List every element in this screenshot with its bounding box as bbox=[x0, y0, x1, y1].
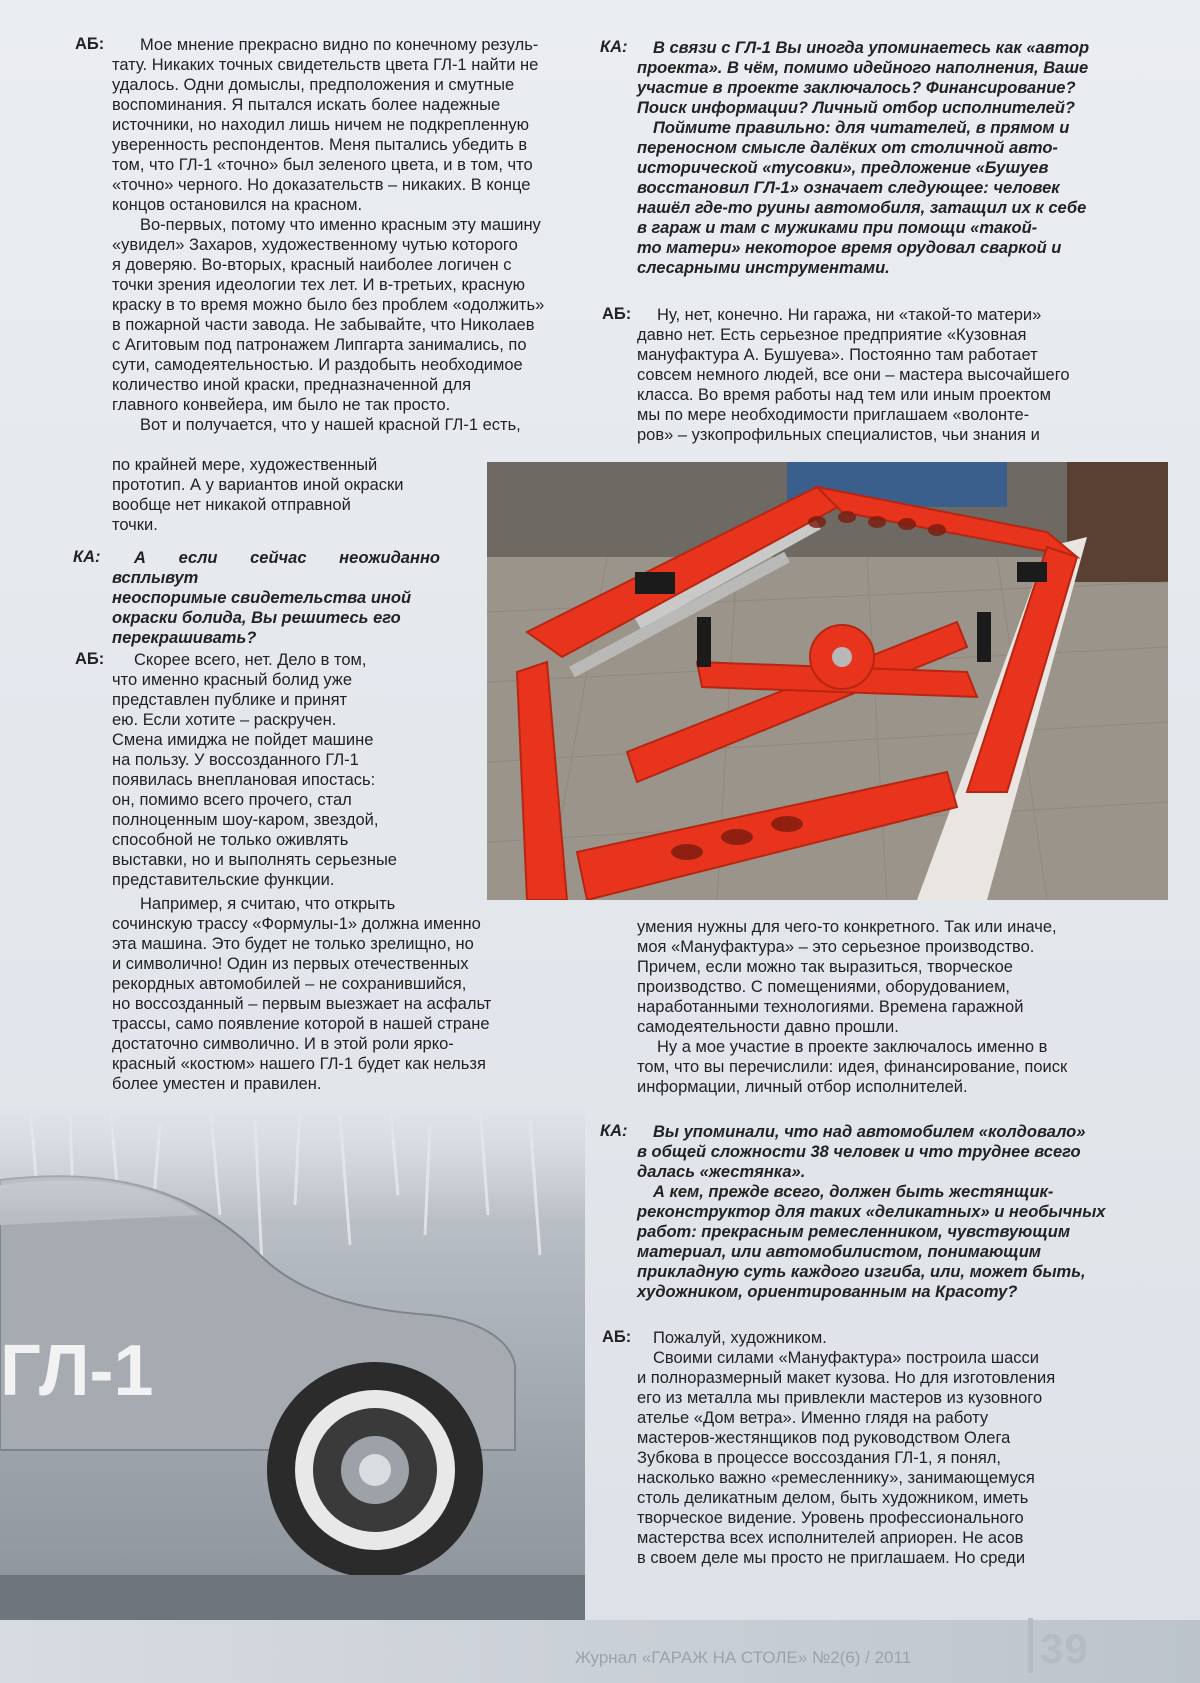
text-line: но воссозданный – первым выезжает на асфальт bbox=[112, 995, 492, 1013]
text-line: нашёл где-то руины автомобиля, затащил их к себе bbox=[637, 199, 1087, 217]
text-line: в общей сложности 38 человек и что труднее всего bbox=[637, 1143, 1081, 1161]
paragraph bbox=[637, 38, 1110, 58]
text-line: уверенность респондентов. Меня пытались убедить в bbox=[112, 136, 528, 154]
right-answer-1-continued bbox=[637, 917, 1110, 1097]
page-number: 39 bbox=[1040, 1625, 1089, 1672]
paragraph bbox=[112, 215, 580, 435]
speaker-label-ka: КА: bbox=[73, 548, 101, 566]
text-line: представлен публике и принят bbox=[112, 691, 348, 709]
journal-title: Журнал «ГАРАЖ НА СТОЛЕ» №2(6) / 2011 bbox=[575, 1648, 912, 1667]
text-line: прототип. А у вариантов иной окраски bbox=[112, 476, 404, 494]
text-line: моя «Мануфактура» – это серьезное производство. bbox=[637, 938, 1035, 956]
text-line: точки. bbox=[112, 516, 158, 534]
text-line: производство. С помещениями, оборудованием, bbox=[637, 978, 1011, 996]
text-line: восстановил ГЛ-1» означает следующее: человек bbox=[637, 179, 1060, 197]
text-line: в своем деле мы просто не приглашаем. Но среди bbox=[637, 1549, 1026, 1567]
paragraph bbox=[112, 650, 440, 670]
text-line: информации, личный отбор исполнителей. bbox=[637, 1078, 968, 1096]
text-line: окраски болида, Вы решитесь его bbox=[112, 609, 401, 627]
text-line: проекта». В чём, помимо идейного наполнения, Ваше bbox=[637, 59, 1089, 77]
text-line: совсем немного людей, все они – мастера высочайшего bbox=[637, 366, 1070, 384]
paragraph bbox=[637, 325, 1110, 445]
text-line: Мое мнение прекрасно видно по конечному резуль- bbox=[140, 36, 539, 54]
left-question-2 bbox=[112, 548, 440, 648]
text-line: творческое видение. Уровень профессионального bbox=[637, 1509, 1024, 1527]
left-answer-1-narrow bbox=[112, 455, 440, 535]
text-line: художником, ориентированным на Красоту? bbox=[637, 1283, 1018, 1301]
text-line: мы по мере необходимости приглашаем «волонте- bbox=[637, 406, 1030, 424]
text-line: класса. Во время работы над тем или иным проектом bbox=[637, 386, 1051, 404]
text-line: трассы, само появление которой в нашей стране bbox=[112, 1015, 490, 1033]
text-line: В связи с ГЛ-1 Вы иногда упоминаетесь как «автор bbox=[653, 39, 1090, 57]
text-line: мастерства всех исполнителей априорен. Не асов bbox=[637, 1529, 1024, 1547]
text-line: «точно» черного. Но доказательств – никаких. В конце bbox=[112, 176, 531, 194]
paragraph bbox=[637, 917, 1110, 1097]
text-line: давно нет. Есть серьезное предприятие «Кузовная bbox=[637, 326, 1027, 344]
text-line: том, что ГЛ-1 «точно» был зеленого цвета, и в том, что bbox=[112, 156, 533, 174]
text-line: «увидел» Захаров, художественному чутью которого bbox=[112, 236, 518, 254]
text-line: ров» – узкопрофильных специалистов, чьи знания и bbox=[637, 426, 1040, 444]
text-line: Поймите правильно: для читателей, в прямом и bbox=[653, 119, 1070, 137]
text-line: способной не только оживлять bbox=[112, 831, 349, 849]
paragraph bbox=[637, 1348, 1110, 1568]
text-line: ателье «Дом ветра». Именно глядя на работу bbox=[637, 1409, 989, 1427]
text-line: и полноразмерный макет кузова. Но для изготовления bbox=[637, 1369, 1056, 1387]
chassis-photo bbox=[487, 462, 1168, 900]
text-line: А если сейчас неожиданно всплывут bbox=[112, 549, 440, 587]
text-line: и символично! Один из первых отечественных bbox=[112, 955, 469, 973]
text-line: краску в то время можно было без проблем «одолжить» bbox=[112, 296, 545, 314]
left-answer-2-continued bbox=[112, 894, 562, 1094]
paragraph bbox=[112, 894, 562, 1094]
text-line: умения нужны для чего-то конкретного. Так или иначе, bbox=[637, 918, 1057, 936]
text-line: Поиск информации? Личный отбор исполнителей? bbox=[637, 99, 1075, 117]
text-line: далась «жестянка». bbox=[637, 1163, 806, 1181]
paragraph bbox=[637, 1142, 1110, 1302]
paragraph bbox=[637, 1122, 1110, 1142]
paragraph bbox=[112, 455, 440, 535]
left-answer-1 bbox=[112, 35, 580, 435]
text-line: Вы упоминали, что над автомобилем «колдовало» bbox=[653, 1123, 1086, 1141]
text-line: Ну, нет, конечно. Ни гаража, ни «такой-то матери» bbox=[657, 306, 1042, 324]
text-line: участие в проекте заключалось? Финансирование? bbox=[637, 79, 1076, 97]
page-number-divider bbox=[1028, 1618, 1033, 1673]
text-line: реконструктор для таких «деликатных» и необычных bbox=[637, 1203, 1106, 1221]
text-line: Причем, если можно так выразиться, творческое bbox=[637, 958, 1013, 976]
text-line: насколько важно «ремесленнику», занимающемуся bbox=[637, 1469, 1035, 1487]
text-line: А кем, прежде всего, должен быть жестянщик- bbox=[653, 1183, 1054, 1201]
text-line: Скорее всего, нет. Дело в том, bbox=[134, 651, 367, 669]
text-line: выставки, но и выполнять серьезные bbox=[112, 851, 397, 869]
speaker-label-ab: АБ: bbox=[602, 305, 632, 323]
text-line: мануфактура А. Бушуева». Постоянно там работает bbox=[637, 346, 1038, 364]
text-line: исторической «тусовки», предложение «Бушуев bbox=[637, 159, 1049, 177]
text-line: Смена имиджа не пойдет машине bbox=[112, 731, 374, 749]
text-line: на пользу. У воссозданного ГЛ-1 bbox=[112, 751, 359, 769]
left-answer-2 bbox=[112, 650, 440, 890]
text-line: вообще нет никакой отправной bbox=[112, 496, 351, 514]
right-question-2 bbox=[637, 1122, 1110, 1302]
paragraph bbox=[112, 548, 440, 588]
paragraph bbox=[637, 305, 1110, 325]
text-line: Ну а мое участие в проекте заключалось именно в bbox=[657, 1038, 1048, 1056]
car-number-text: ГЛ-1 bbox=[0, 1331, 154, 1411]
text-line: то матери» некоторое время орудовал сваркой и bbox=[637, 239, 1062, 257]
text-line: красный «костюм» нашего ГЛ-1 будет как нельзя bbox=[112, 1055, 486, 1073]
text-line: Во-первых, потому что именно красным эту машину bbox=[140, 216, 541, 234]
text-line: появилась внеплановая ипостась: bbox=[112, 771, 376, 789]
text-line: перекрашивать? bbox=[112, 629, 257, 647]
right-question-1 bbox=[637, 38, 1110, 278]
paragraph bbox=[637, 1328, 1110, 1348]
text-line: ею. Если хотите – раскручен. bbox=[112, 711, 337, 729]
text-line: рекордных автомобилей – не сохранившийся, bbox=[112, 975, 467, 993]
text-line: что именно красный болид уже bbox=[112, 671, 353, 689]
paragraph bbox=[112, 670, 440, 890]
text-line: сочинскую трассу «Формулы-1» должна именно bbox=[112, 915, 481, 933]
background-car-photo bbox=[0, 1105, 585, 1625]
text-line: я доверяю. Во-вторых, красный наиболее логичен с bbox=[112, 256, 512, 274]
text-line: самодеятельности давно прошли. bbox=[637, 1018, 899, 1036]
speaker-label-ka: КА: bbox=[600, 1122, 628, 1140]
text-line: его из металла мы привлекли мастеров из кузовного bbox=[637, 1389, 1043, 1407]
text-line: переносном смысле далёких от столичной авто- bbox=[637, 139, 1058, 157]
text-line: Пожалуй, художником. bbox=[653, 1329, 827, 1347]
text-line: удалось. Одни домыслы, предположения и смутные bbox=[112, 76, 515, 94]
text-line: Зубкова в процессе воссоздания ГЛ-1, я понял, bbox=[637, 1449, 1001, 1467]
paragraph bbox=[112, 55, 580, 215]
text-line: количество иной краски, предназначенной для bbox=[112, 376, 472, 394]
paragraph bbox=[112, 35, 580, 55]
text-line: слесарными инструментами. bbox=[637, 259, 890, 277]
text-line: Своими силами «Мануфактура» построила шасси bbox=[653, 1349, 1039, 1367]
text-line: полноценным шоу-каром, звездой, bbox=[112, 811, 379, 829]
text-line: достаточно символично. И в этой роли ярко- bbox=[112, 1035, 454, 1053]
text-line: эта машина. Это будет не только зрелищно, но bbox=[112, 935, 474, 953]
text-line: в гараж и там с мужиками при помощи «такой- bbox=[637, 219, 1038, 237]
text-line: том, что вы перечислили: идея, финансирование, поиск bbox=[637, 1058, 1068, 1076]
paragraph bbox=[112, 588, 440, 648]
text-line: более уместен и правилен. bbox=[112, 1075, 322, 1093]
text-line: наработанными технологиями. Времена гаражной bbox=[637, 998, 1024, 1016]
text-line: по крайней мере, художественный bbox=[112, 456, 378, 474]
text-line: источники, но находил лишь ничем не подкрепленную bbox=[112, 116, 529, 134]
text-line: тату. Никаких точных свидетельств цвета ГЛ-1 найти не bbox=[112, 56, 539, 74]
speaker-label-ab: АБ: bbox=[602, 1328, 632, 1346]
text-line: он, помимо всего прочего, стал bbox=[112, 791, 352, 809]
text-line: работ: прекрасным ремесленником, чувствующим bbox=[637, 1223, 1071, 1241]
text-line: неоспоримые свидетельства иной bbox=[112, 589, 412, 607]
text-line: столь деликатным делом, быть художником, иметь bbox=[637, 1489, 1029, 1507]
text-line: мастеров-жестянщиков под руководством Олега bbox=[637, 1429, 1011, 1447]
text-line: концов остановился на красном. bbox=[112, 196, 363, 214]
text-line: с Агитовым под патронажем Липгарта занимались, по bbox=[112, 336, 527, 354]
speaker-label-ka: КА: bbox=[600, 38, 628, 56]
text-line: воспоминания. Я пытался искать более надежные bbox=[112, 96, 501, 114]
paragraph bbox=[637, 58, 1110, 278]
text-line: материал, или автомобилистом, понимающим bbox=[637, 1243, 1042, 1261]
text-line: прикладную суть каждого изгиба, или, может быть, bbox=[637, 1263, 1086, 1281]
text-line: Вот и получается, что у нашей красной ГЛ-1 есть, bbox=[140, 416, 521, 434]
right-answer-2 bbox=[637, 1328, 1110, 1568]
text-line: в пожарной части завода. Не забывайте, что Николаев bbox=[112, 316, 535, 334]
right-answer-1 bbox=[637, 305, 1110, 445]
text-line: сути, самодеятельностью. И раздобыть необходимое bbox=[112, 356, 523, 374]
text-line: представительские функции. bbox=[112, 871, 335, 889]
text-line: точки зрения идеологии тех лет. И в-третьих, красную bbox=[112, 276, 526, 294]
text-line: главного конвейера, им было не так просто. bbox=[112, 396, 451, 414]
text-line: Например, я считаю, что открыть bbox=[140, 895, 396, 913]
speaker-label-ab: АБ: bbox=[75, 650, 105, 668]
speaker-label-ab: АБ: bbox=[75, 35, 105, 53]
